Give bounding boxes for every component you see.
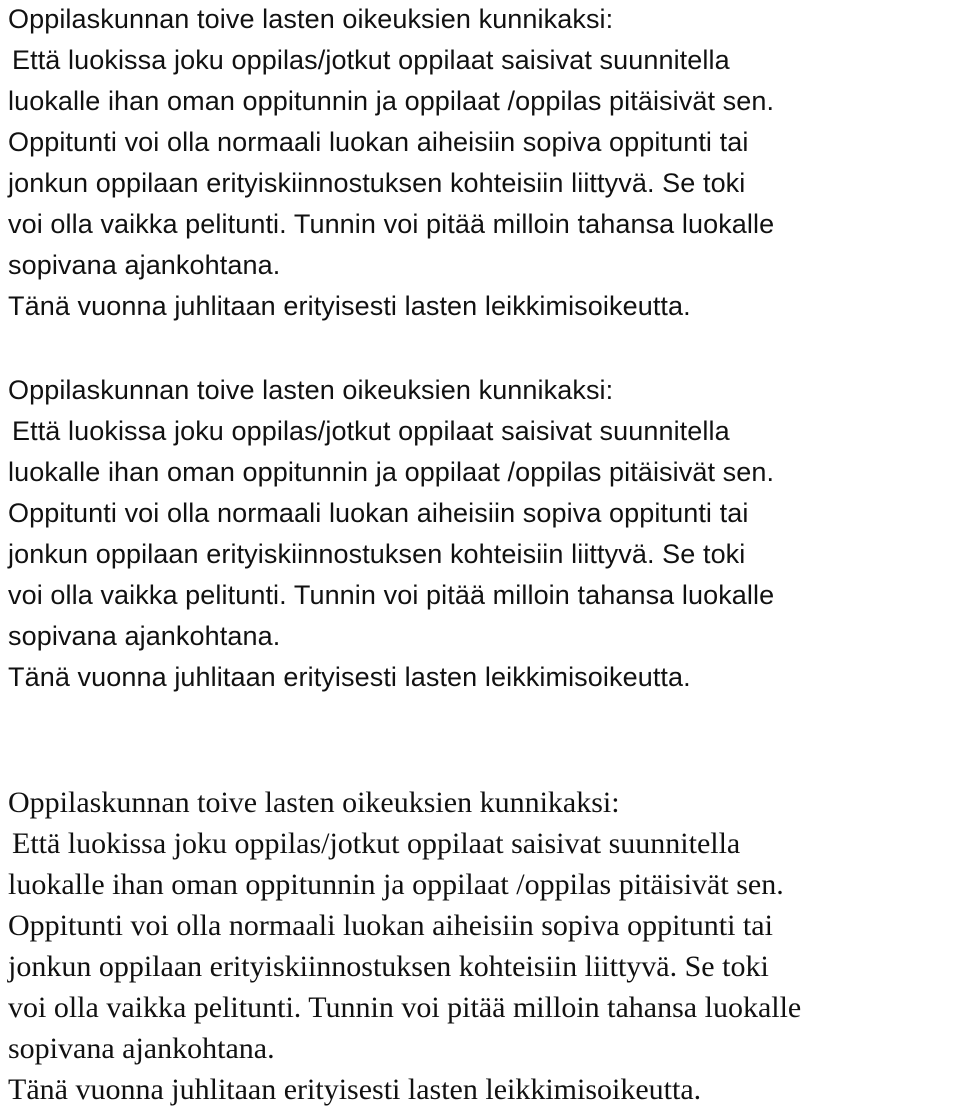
text-line: sopivana ajankohtana. [8, 1032, 275, 1065]
text-block-1 [8, 0, 960, 327]
text-line: Tänä vuonna juhlitaan erityisesti lasten leikkimisoikeutta. [8, 662, 691, 692]
text-block-3 [8, 782, 960, 1110]
text-line: jonkun oppilaan erityiskiinnostuksen kohteisiin liittyvä. Se toki [8, 168, 746, 198]
text-line: Että luokissa joku oppilas/jotkut oppilaat saisivat suunnitella [12, 827, 741, 860]
text-line: voi olla vaikka pelitunti. Tunnin voi pitää milloin tahansa luokalle [8, 209, 775, 239]
text-line: Oppilaskunnan toive lasten oikeuksien kunnikaksi: [8, 786, 620, 819]
text-line: luokalle ihan oman oppitunnin ja oppilaat /oppilas pitäisivät sen. [8, 868, 784, 901]
text-line: Oppitunti voi olla normaali luokan aiheisiin sopiva oppitunti tai [8, 909, 773, 942]
text-line: Tänä vuonna juhlitaan erityisesti lasten leikkimisoikeutta. [8, 1073, 702, 1106]
text-line: Oppitunti voi olla normaali luokan aiheisiin sopiva oppitunti tai [8, 498, 749, 528]
text-line: Oppilaskunnan toive lasten oikeuksien kunnikaksi: [8, 375, 614, 405]
text-block-2 [8, 370, 960, 698]
text-line: voi olla vaikka pelitunti. Tunnin voi pitää milloin tahansa luokalle [8, 991, 802, 1024]
text-line: luokalle ihan oman oppitunnin ja oppilaat /oppilas pitäisivät sen. [8, 86, 775, 116]
text-line: jonkun oppilaan erityiskiinnostuksen kohteisiin liittyvä. Se toki [8, 950, 769, 983]
text-line: Oppilaskunnan toive lasten oikeuksien kunnikaksi: [8, 4, 614, 34]
text-line: voi olla vaikka pelitunti. Tunnin voi pitää milloin tahansa luokalle [8, 580, 775, 610]
text-line: Oppitunti voi olla normaali luokan aiheisiin sopiva oppitunti tai [8, 127, 749, 157]
text-line: luokalle ihan oman oppitunnin ja oppilaat /oppilas pitäisivät sen. [8, 457, 775, 487]
text-line: Tänä vuonna juhlitaan erityisesti lasten leikkimisoikeutta. [8, 291, 691, 321]
text-line: jonkun oppilaan erityiskiinnostuksen kohteisiin liittyvä. Se toki [8, 539, 746, 569]
text-line: sopivana ajankohtana. [8, 621, 281, 651]
text-line: sopivana ajankohtana. [8, 250, 281, 280]
text-line: Että luokissa joku oppilas/jotkut oppilaat saisivat suunnitella [12, 45, 730, 75]
text-line: Että luokissa joku oppilas/jotkut oppilaat saisivat suunnitella [12, 416, 730, 446]
